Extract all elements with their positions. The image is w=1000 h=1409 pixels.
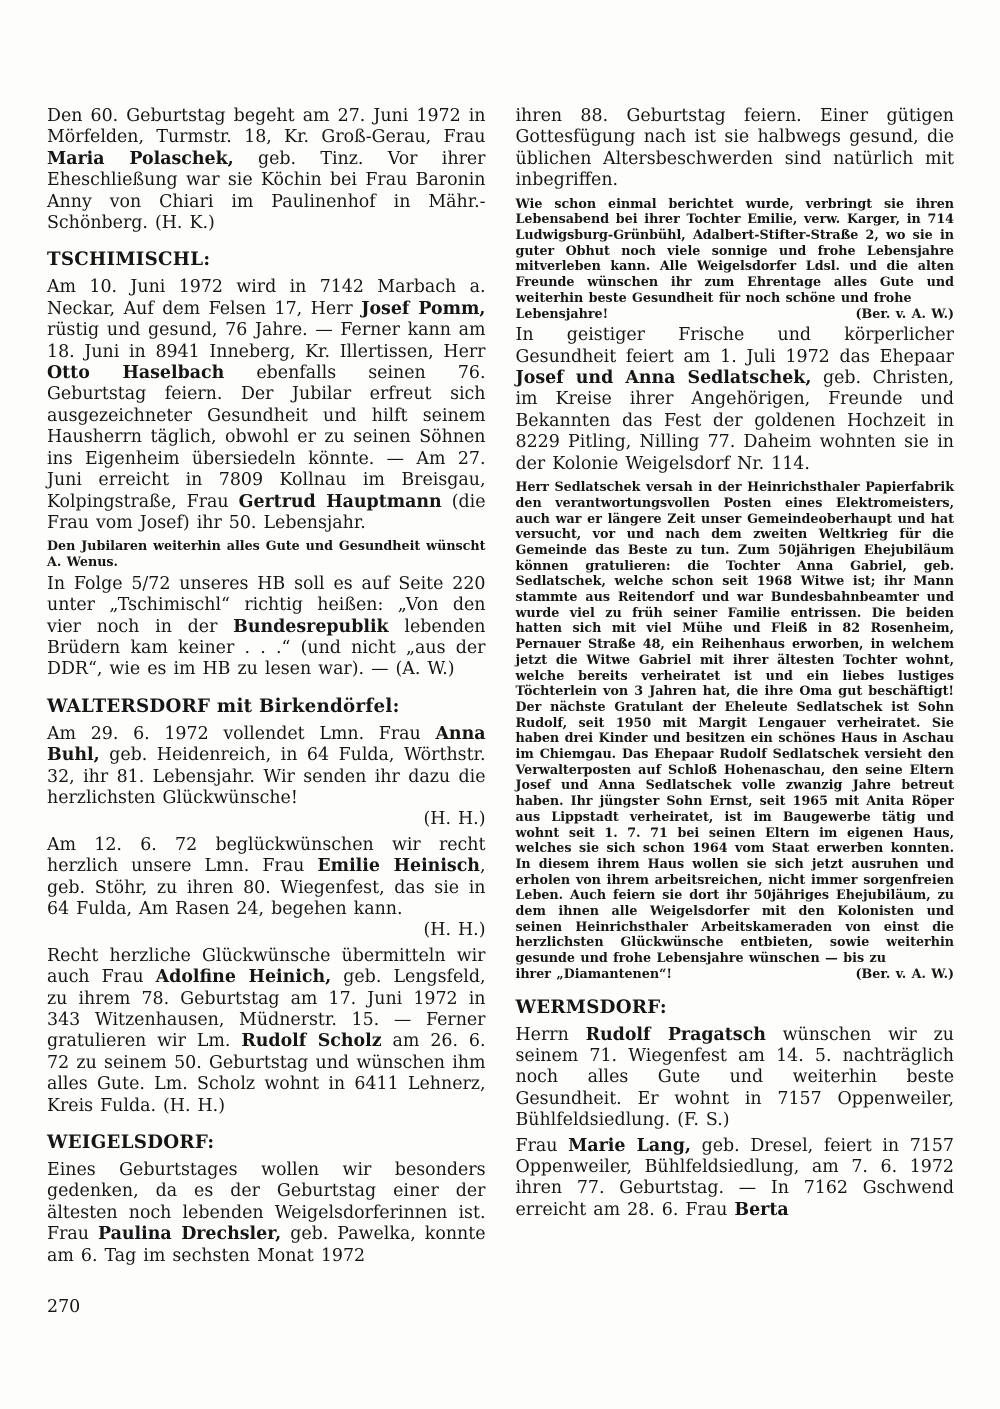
author-initials: (H. H.) [423,920,486,941]
paragraph-text: geb. Pawelka, konnte am 6. Tag im sechsten Monat 1972 [47,1224,486,1266]
paragraph-text: lebenden Brüdern kam keiner . . .“ (und nicht „aus der DDR“, wie es im HB zu lesen war). — (A. W.) [47,616,486,680]
bold-name-text: Marie Lang, [568,1135,691,1156]
body-paragraph [47,106,486,234]
paragraph-text: geb. Lengsfeld, zu ihrem 78. Geburtstag am 17. Juni 1972 in 343 Witzenhausen, Müdnerstr. 15. — Ferner gratulieren wir Lm. [47,967,486,1052]
paragraph-text: Frau [515,1135,569,1156]
paragraph-text: ebenfalls seinen 76. Geburtstag feiern. Der Jubilar erfreut sich ausgezeichneter Gesundheit und hilft seinem Hausherrn täglich, obwohl er zu seinen Söhnen ins Eigenheim übersiedeln könnte. — Am 27. Juni erreicht in 7809 Kollnau im Breisgau, Kolpingstraße, Frau [47,363,486,512]
paragraph-text: In Folge 5/72 unseres HB soll es auf Seite 220 unter „Tschimischl“ richtig heißen: „Von den vier noch in der [47,573,486,637]
paragraph-text: geb. Christen, im Kreise ihrer Angehörigen, Freunde und Bekannten das Fest der goldenen Hochzeit in 8229 Pitling, Nilling 77. Daheim wohnten sie in der Kolonie Weigelsdorf Nr. 114. [515,368,954,474]
body-paragraph [47,835,486,942]
left-column [47,106,486,1271]
section-heading: TSCHIMISCHL: [47,249,211,271]
paragraph-last-line [516,966,955,982]
small-print-paragraph [516,196,955,322]
author-initials: (Ber. v. A. W.) [855,965,954,981]
small-print-paragraph [516,479,955,982]
paragraph-text: geb. Heidenreich, in 64 Fulda, Wörthstr. 32, ihr 81. Lebensjahr. Wir senden ihr dazu die herzlichsten Glückwünsche! [47,745,486,808]
bold-name-text: Adolfine Heinich, [155,967,332,988]
author-initials: (H. H.) [423,809,486,830]
paragraph-text: Recht herzliche Glückwünsche übermitteln wir auch Frau [47,945,486,988]
paragraph-text: geb. Tinz. Vor ihrer Eheschließung war sie Köchin bei Frau Baronin Anny von Chiari im Paulinenhof in Mähr.-Schönberg. (H. K.) [47,148,486,234]
last-line-text: ihrer „Diamantenen“! [515,965,672,981]
body-paragraph [47,277,486,534]
body-paragraph [47,574,486,681]
bold-name-text: Berta [734,1199,789,1220]
paragraph-text: rüstig und gesund, 76 Jahre. — Ferner kann am 18. Juni in 8941 Inneberg, Kr. Illertissen, Herr [47,320,486,362]
paragraph-text: am 26. 6. 72 zu seinem 50. Geburtstag und wünschen ihm alles Gute. Lm. Scholz wohnt in 6411 Lehnerz, Kreis Fulda. (H. H.) [47,1031,486,1116]
author-initials: (Ber. v. A. W.) [855,305,954,321]
paragraph-text: geb. Dresel, feiert in 7157 Oppenweiler, Bühlfeldsiedlung, am 7. 6. 1972 ihren 77. Geburtstag. — In 7162 Gschwend erreicht am 28. 6. Frau [515,1135,954,1220]
paragraph-text: (die Frau vom Josef) ihr 50. Lebensjahr. [47,491,486,533]
bold-name-text: Rudolf Pragatsch [585,1024,766,1045]
paragraph-text: Herr Sedlatschek versah in der Heinrichsthaler Papierfabrik den verantwortungsvollen Posten eines Elektromeisters, auch war er längere Zeit unser Gemeindeoberhaupt und hat versucht, vor und nach dem zweiten Weltkrieg für die Gemeinde das Beste zu tun. Zum 50jährigen Ehejubiläum können gratulieren: die Tochter Anna Gabriel, geb. Sedlatschek, welche schon seit 1968 Witwe ist; ihr Mann stammte aus Reitendorf und war Bundesbahnbeamter und wurde viel zu früh seiner Familie entrissen. Die beiden hatten sich mit viel Mühe und Fleiß in 82 Rosenheim, Pernauer Straße 48, ein Reihenhaus erworben, in welchem jetzt die Witwe Gabriel mit ihrer ältesten Tochter wohnt, welche bereits verheiratet ist und ein liebes lustiges Töchterlein von 3 Jahren hat, die ihre Oma gut beschäftigt! Der nächste Gratulant der Eheleute Sedlatschek ist Sohn Rudolf, seit 1950 mit Margit Lengauer verheiratet. Sie haben drei Kinder und besitzen ein schönes Haus in Aschau im Chiemgau. Das Ehepaar Rudolf Sedlatschek versieht den Verwalterposten auf Schloß Hohenaschau, den seine Eltern Josef und Anna Sedlatschek volle zwanzig Jahre betreut haben. Ihr jüngster Sohn Ernst, seit 1965 mit Anita Röper aus Lippstadt verheiratet, ist im Baugewerbe tätig und wohnt seit 1. 7. 71 bei seinen Eltern im eigenen Haus, welches sie sich schon 1964 vom Staat erwerben konnten. In diesem ihrem Haus wollen sie sich jetzt ausruhen und erholen von ihrem arbeitsreichen, nicht immer sorgenfreien Leben. Auch feiern sie dort ihr 50jähriges Ehejubiläum, zu dem ihnen alle Weigelsdorfer mit den Kolonisten und seinen Heinrichsthaler Arbeitskameraden von einst die herzlichsten Glückwünsche entbieten, sowie weiterhin gesunde und frohe Lebensjahre wünschen — bis zu [515,479,954,966]
bold-name-text: Maria Polaschek, [47,148,234,169]
body-paragraph [516,325,955,475]
small-print-paragraph [47,538,486,569]
body-paragraph [47,1160,486,1267]
paragraph-text: Am 29. 6. 1972 vollendet Lmn. Frau [47,723,436,744]
body-paragraph [516,106,955,192]
section-heading: WERMSDORF: [515,996,667,1018]
paragraph-text: , geb. Stöhr, zu ihren 80. Wiegenfest, das sie in 64 Fulda, Am Rasen 24, begehen kann. [47,856,486,919]
paragraph-text: Wie schon einmal berichtet wurde, verbringt sie ihren Lebensabend bei ihrer Tochter Emilie, verw. Karger, in 714 Ludwigsburg-Grünbühl, Adalbert-Stifter-Straße 2, wo sie in guter Obhut noch viele sonnige und frohe Lebensjahre mitverleben kann. Alle Weigelsdorfer Ldsl. und die alten Freunde wünschen ihr zum Ehrentage alles Gute und weiterhin beste Gesundheit für noch schöne und frohe [515,195,954,305]
body-paragraph [516,1136,955,1222]
right-column [516,106,955,1271]
bold-name-text: Anna Buhl, [47,723,486,766]
paragraph-text: Den Jubilaren weiterhin alles Gute und Gesundheit wünscht A. Wenus. [47,538,486,570]
bold-name-text: Emilie Heinisch [317,856,480,877]
paragraph-last-line [47,920,486,941]
bold-name-text: Bundesrepublik [233,616,389,637]
paragraph-text: Am 12. 6. 72 beglückwünschen wir recht herzlich unsere Lmn. Frau [47,834,486,877]
body-paragraph [47,724,486,831]
section-heading: WALTERSDORF mit Birkendörfel: [47,695,400,717]
paragraph-text: Am 10. Juni 1972 wird in 7142 Marbach a. Neckar, Auf dem Felsen 17, Herr [47,277,486,319]
bold-name-text: Gertrud Hauptmann [238,491,442,512]
bold-name-text: Josef Pomm, [361,298,486,319]
body-paragraph [516,1025,955,1132]
paragraph-text: ihren 88. Geburtstag feiern. Einer gütigen Gottesfügung nach ist sie halbwegs gesund, die üblichen Altersbeschwerden sind natürlich mit inbegriffen. [515,106,954,191]
bold-name-text: Otto Haselbach [47,363,225,384]
bold-name-text: Paulina Drechsler, [97,1224,282,1245]
paragraph-text: Den 60. Geburtstag begeht am 27. Juni 1972 in Mörfelden, Turmstr. 18, Kr. Groß-Gerau, Frau [47,106,486,148]
bold-name-text: Josef und Anna Sedlatschek, [515,368,812,389]
page-number: 270 [47,1297,81,1317]
paragraph-text: Eines Geburtstages wollen wir besonders gedenken, da es der Geburtstag einer der ältesten noch lebenden Weigelsdorferinnen ist. Frau [47,1160,486,1245]
body-paragraph [47,946,486,1117]
paragraph-last-line [516,306,955,322]
section-heading: WEIGELSDORF: [47,1132,215,1154]
paragraph-text: wünschen wir zu seinem 71. Wiegenfest am 14. 5. nachträglich noch alles Gute und weiterhin beste Gesundheit. Er wohnt in 7157 Oppenweiler, Bühlfeldsiedlung. (F. S.) [515,1024,954,1131]
bold-name-text: Rudolf Scholz [241,1031,382,1052]
last-line-text: Lebensjahre! [515,305,609,321]
paragraph-last-line [47,809,486,830]
paragraph-text: Herrn [515,1024,586,1045]
paragraph-text: In geistiger Frische und körperlicher Gesundheit feiert am 1. Juli 1972 das Ehepaar [515,325,954,367]
